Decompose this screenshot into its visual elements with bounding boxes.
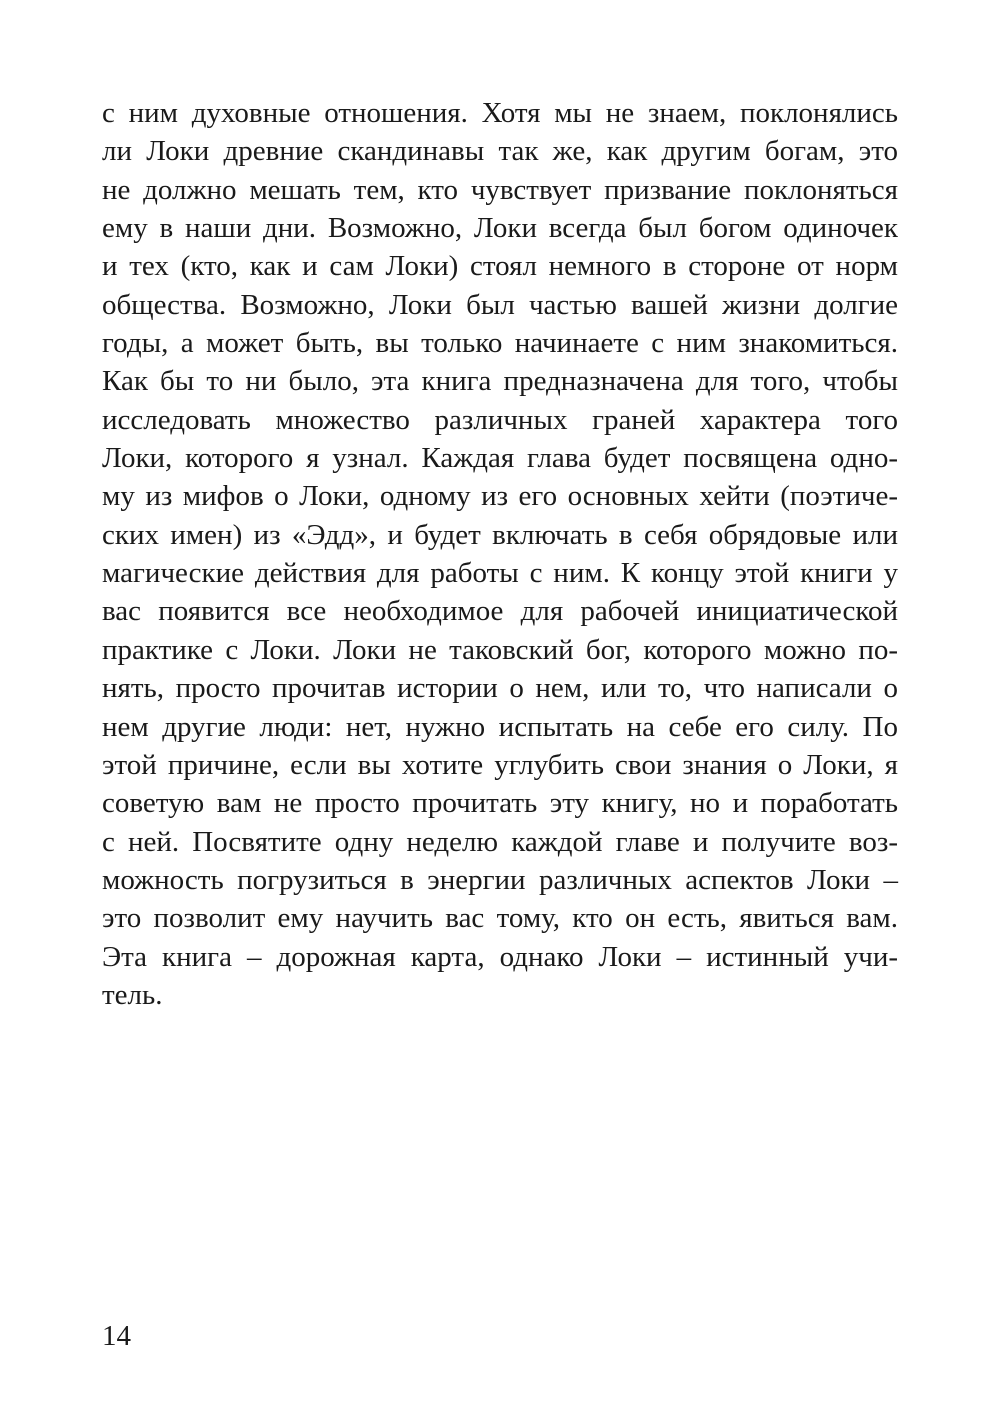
- text-line: практике с Локи. Локи не таковский бог, которого можно по-: [102, 633, 898, 666]
- text-line: му из мифов о Локи, одному из его основных хейти (поэтиче-: [102, 480, 898, 513]
- text-line: вас появится все необходимое для рабочей инициатической: [102, 595, 898, 628]
- body-paragraph: [102, 94, 898, 1014]
- text-line: ли Локи древние скандинавы так же, как другим богам, это: [102, 135, 898, 168]
- text-line: ему в наши дни. Возможно, Локи всегда был богом одиночек: [102, 212, 898, 245]
- text-line: магические действия для работы с ним. К концу этой книги у: [102, 557, 898, 590]
- text-line: и тех (кто, как и сам Локи) стоял немного в стороне от норм: [102, 250, 898, 283]
- text-line: нять, просто прочитав истории о нем, или то, что написали о: [102, 672, 898, 705]
- text-line: ских имен) из «Эдд», и будет включать в себя обрядовые или: [102, 518, 898, 551]
- page-number: 14: [102, 1320, 131, 1352]
- text-line: нем другие люди: нет, нужно испытать на себе его силу. По: [102, 710, 898, 743]
- text-line: общества. Возможно, Локи был частью вашей жизни долгие: [102, 288, 898, 321]
- text-line: советую вам не просто прочитать эту книгу, но и поработать: [102, 787, 898, 820]
- text-line: это позволит ему научить вас тому, кто он есть, явиться вам.: [102, 902, 898, 935]
- text-line: не должно мешать тем, кто чувствует призвание поклоняться: [102, 173, 898, 206]
- text-line: Локи, которого я узнал. Каждая глава будет посвящена одно-: [102, 442, 898, 475]
- text-line: тель.: [102, 978, 163, 1011]
- text-line: можность погрузиться в энергии различных аспектов Локи –: [102, 863, 898, 896]
- text-line: Эта книга – дорожная карта, однако Локи – истинный учи-: [102, 940, 898, 973]
- text-line: Как бы то ни было, эта книга предназначена для того, чтобы: [102, 365, 898, 398]
- text-line: этой причине, если вы хотите углубить свои знания о Локи, я: [102, 748, 898, 781]
- text-line: с ней. Посвятите одну неделю каждой главе и получите воз-: [102, 825, 898, 858]
- text-line: годы, а может быть, вы только начинаете с ним знакомиться.: [102, 327, 898, 360]
- text-line: исследовать множество различных граней характера того: [102, 403, 898, 436]
- text-line: с ним духовные отношения. Хотя мы не знаем, поклонялись: [102, 97, 898, 129]
